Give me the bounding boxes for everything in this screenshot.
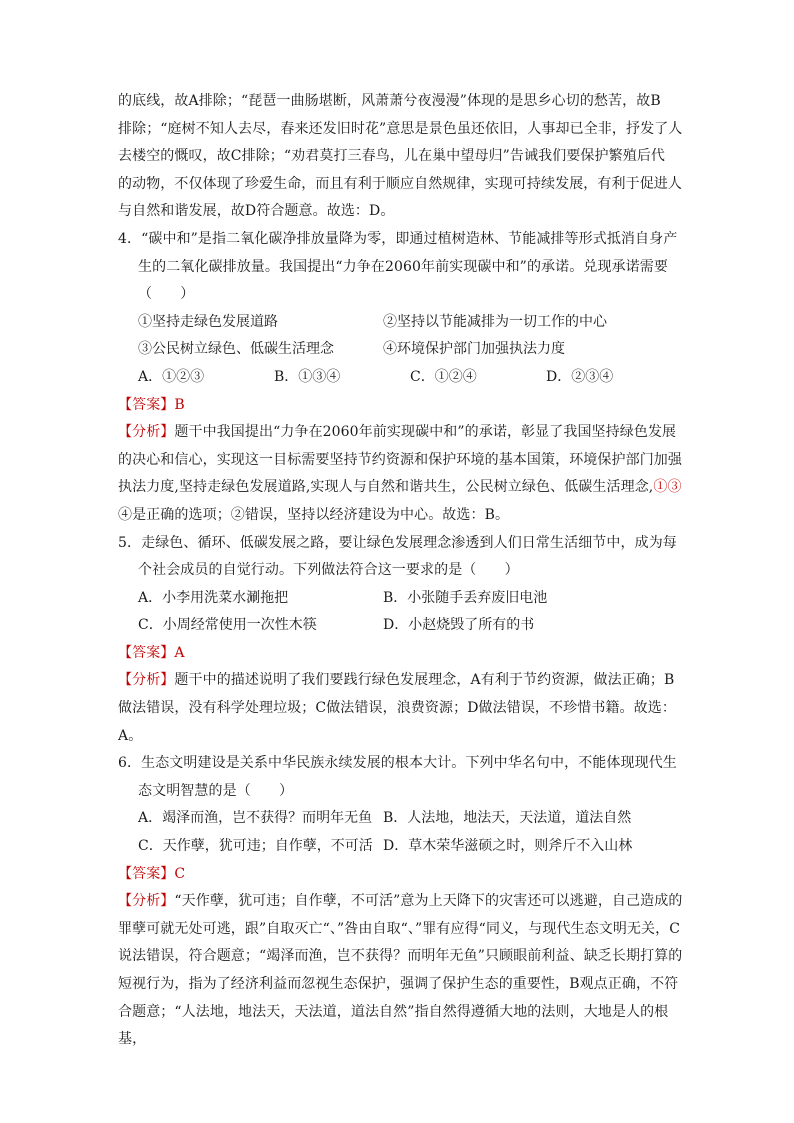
answer-value: C xyxy=(174,865,186,882)
answer-value: A xyxy=(174,644,185,661)
answer-line xyxy=(118,392,694,420)
analysis-text: “天作孽，犹可违；自作孽，不可活”意为上天降下的灾害还可以逃避，自己造成的 xyxy=(174,893,683,910)
option-b: B．小张随手丢弃废旧电池 xyxy=(383,589,548,606)
option-a: A．小李用洗菜水涮拖把 xyxy=(138,589,289,606)
option-b: B．人法地，地法天，天法道，道法自然 xyxy=(383,810,632,827)
intro-paragraph xyxy=(118,88,694,226)
analysis-line xyxy=(118,667,694,695)
analysis-tag: 【分析】 xyxy=(118,672,175,689)
option-d: D．草木荣华滋硕之时，则斧斤不入山林 xyxy=(383,838,633,855)
answer-tag: 【答案】 xyxy=(118,865,175,882)
question-stem: 4．“碳中和”是指二氧化碳净排放量降为零，即通过植树造林、节能减排等形式抵消自身产 xyxy=(118,230,678,247)
question-6 xyxy=(118,750,694,1054)
option-row xyxy=(118,612,694,640)
option-row xyxy=(118,833,694,861)
option-d: D．②③④ xyxy=(546,368,614,385)
question-stem: 生的二氧化碳排放量。我国提出“力争在2060年前实现碳中和”的承诺。兑现承诺需要 xyxy=(138,258,668,275)
analysis-line: 短视行为，指为了经济利益而忽视生态保护，强调了保护生态的重要性，B观点正确，不符 xyxy=(118,976,679,992)
option-b: B．①③④ xyxy=(274,368,341,385)
text-line: 的底线，故A排除；“琵琶一曲肠堪断，风萧萧兮夜漫漫”体现的是思乡心切的愁苦，故B xyxy=(118,93,661,109)
option-a: A．竭泽而渔，岂不获得？而明年无鱼 xyxy=(138,810,373,827)
question-4 xyxy=(118,226,694,530)
analysis-line xyxy=(118,419,694,447)
item: ②坚持以节能减排为一切工作的中心 xyxy=(383,313,607,330)
question-stem: 态文明智慧的是（ ） xyxy=(138,782,294,799)
analysis-line: A。 xyxy=(118,727,143,744)
item-row xyxy=(118,336,694,364)
analysis-highlight: ①③ xyxy=(653,479,682,496)
option-c: C．①②④ xyxy=(410,368,477,385)
analysis-text: 执法力度,坚持走绿色发展道路,实现人与自然和谐共生，公民树立绿色、低碳生活理念, xyxy=(118,479,654,496)
analysis-line xyxy=(118,474,694,502)
answer-tag: 【答案】 xyxy=(118,396,175,413)
item: ③公民树立绿色、低碳生活理念 xyxy=(138,341,334,358)
answer-line xyxy=(118,861,694,889)
text-line: 与自然和谐发展，故D符合题意。故选：D。 xyxy=(118,203,395,220)
analysis-line: ④是正确的选项；②错误，坚持以经济建设为中心。故选：B。 xyxy=(118,506,510,523)
answer-value: B xyxy=(174,396,185,413)
item: ④环境保护部门加强执法力度 xyxy=(383,341,565,358)
question-stem: 6．生态文明建设是关系中华民族永续发展的根本大计。下列中华名句中，不能体现现代生 xyxy=(118,755,677,772)
option-a: A．①②③ xyxy=(138,368,205,385)
option-row xyxy=(118,805,694,833)
analysis-text: 题干中我国提出“力争在2060年前实现碳中和”的承诺，彰显了我国坚持绿色发展 xyxy=(174,424,677,441)
option-row xyxy=(118,364,694,392)
analysis-line: 合题意；“人法地，地法天，天法道，道法自然”指自然得遵循大地的法则，大地是人的根基， xyxy=(118,1003,669,1048)
option-c: C．小周经常使用一次性木筷 xyxy=(138,617,317,634)
analysis-line: 做法错误，没有科学处理垃圾；C做法错误，浪费资源；D做法错误，不珍惜书籍。故选： xyxy=(118,700,676,717)
option-c: C．天作孽，犹可违；自作孽，不可活 xyxy=(138,838,373,855)
answer-tag: 【答案】 xyxy=(118,644,175,661)
option-d: D．小赵烧毁了所有的书 xyxy=(383,617,535,634)
question-stem: 个社会成员的自觉行动。下列做法符合这一要求的是（ ） xyxy=(138,562,519,579)
analysis-line: 说法错误，符合题意；“竭泽而渔，岂不获得？而明年无鱼”只顾眼前利益、缺乏长期打算的 xyxy=(118,948,683,965)
analysis-line: 的决心和信心，实现这一目标需要坚持节约资源和保护环境的基本国策，环境保护部门加强 xyxy=(118,451,682,468)
analysis-line: 罪孽可就无处可逃，跟”自取灭亡“、”咎由自取“、”罪有应得“同义，与现代生态文明无关，C xyxy=(118,920,681,937)
question-stem: （ ） xyxy=(138,286,195,303)
analysis-line xyxy=(118,888,694,916)
question-5 xyxy=(118,530,694,751)
item-row xyxy=(118,309,694,337)
analysis-tag: 【分析】 xyxy=(118,893,175,910)
text-line: 的动物，不仅体现了珍爱生命，而且有利于顺应自然规律，实现可持续发展，有利于促进人 xyxy=(118,175,682,192)
option-row xyxy=(118,585,694,613)
answer-line xyxy=(118,640,694,668)
analysis-text: 题干中的描述说明了我们要践行绿色发展理念，A有利于节约资源，做法正确；B xyxy=(174,672,675,689)
question-stem: 5．走绿色、循环、低碳发展之路，要让绿色发展理念渗透到人们日常生活细节中，成为每 xyxy=(118,534,677,551)
item: ①坚持走绿色发展道路 xyxy=(138,313,278,330)
analysis-tag: 【分析】 xyxy=(118,424,175,441)
text-line: 去楼空的慨叹，故C排除；“劝君莫打三春鸟，儿在巢中望母归”告诫我们要保护繁殖后代 xyxy=(118,148,666,165)
text-line: 排除；“庭树不知人去尽，春来还发旧时花”意思是景色虽还依旧，人事却已全非，抒发了人 xyxy=(118,120,683,137)
